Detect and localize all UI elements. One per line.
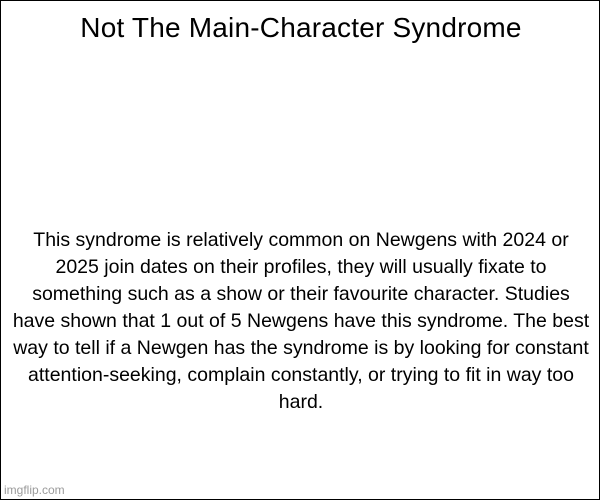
- imgflip-watermark: imgflip.com: [4, 483, 65, 497]
- meme-body-text: This syndrome is relatively common on Newgens with 2024 or 2025 join dates on their profiles, they will usually fixate to something such as a show or their favourite character. Studies have shown that 1 out of 5 Newgens have this syndrome. The best way to tell if a Newgen has the syndrome is by looking for constant attention-seeking, complain constantly, or trying to fit in way too hard.: [12, 229, 590, 413]
- meme-title: Not The Main-Character Syndrome: [80, 12, 522, 43]
